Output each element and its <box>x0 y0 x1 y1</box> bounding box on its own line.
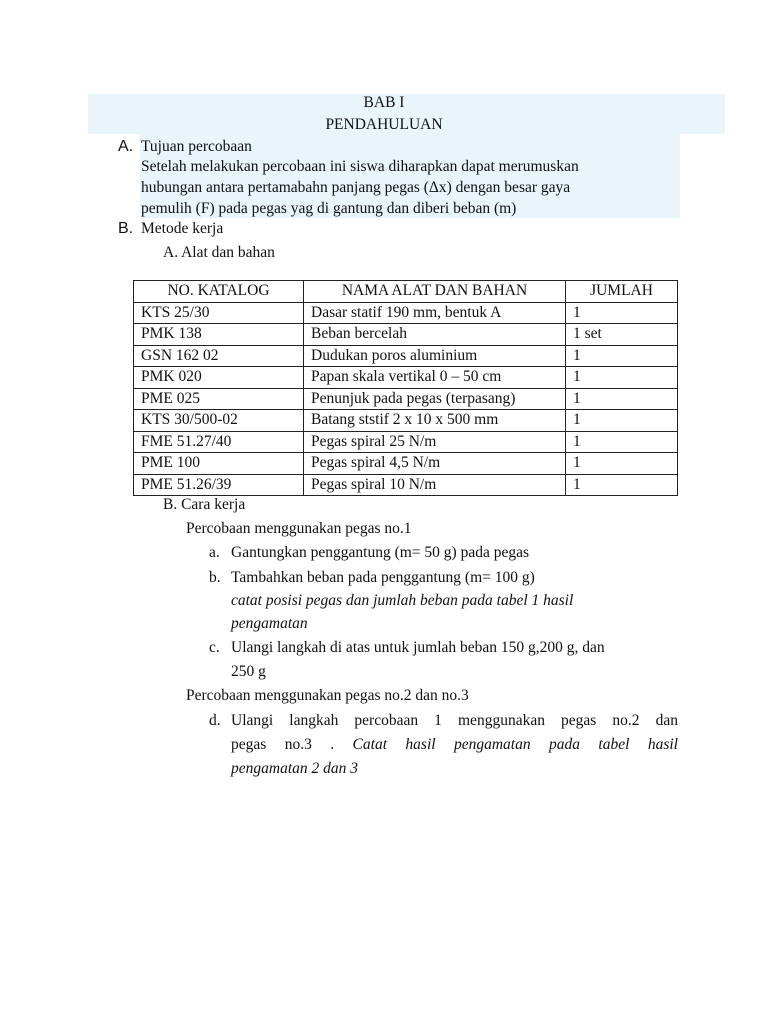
cell-catalog: FME 51.27/40 <box>134 431 304 453</box>
procedure-intro-2: Percobaan menggunakan pegas no.2 dan no.3 <box>186 687 469 704</box>
objective-line-2: hubungan antara pertamabahn panjang pegas (Δx) dengan besar gaya <box>141 179 571 196</box>
step-c-text-line-2: 250 g <box>231 663 266 680</box>
cell-catalog: GSN 162 02 <box>134 345 304 367</box>
step-c-text-line-1: Ulangi langkah di atas untuk jumlah beban 150 g,200 g, dan <box>231 639 605 656</box>
procedure-intro-1: Percobaan menggunakan pegas no.1 <box>186 520 412 537</box>
step-d-line-2-italic: Catat hasil pengamatan pada tabel hasil <box>352 736 678 753</box>
cell-item-name: Papan skala vertikal 0 – 50 cm <box>304 367 566 389</box>
cell-item-name: Dudukan poros aluminium <box>304 345 566 367</box>
subsection-alat-bahan: A. Alat dan bahan <box>163 244 275 261</box>
cell-quantity: 1 <box>566 474 678 496</box>
table-row <box>134 388 678 410</box>
table-row <box>134 431 678 453</box>
cell-item-name: Beban bercelah <box>304 324 566 346</box>
equipment-table <box>133 280 678 496</box>
step-d-marker: d. <box>209 712 221 729</box>
chapter-label: BAB I <box>363 94 405 111</box>
step-d-line-2 <box>231 735 678 755</box>
table-row <box>134 453 678 475</box>
objective-line-1: Setelah melakukan percobaan ini siswa diharapkan dapat merumuskan <box>141 158 579 175</box>
cell-item-name: Batang ststif 2 x 10 x 500 mm <box>304 410 566 432</box>
table-row <box>134 367 678 389</box>
cell-quantity: 1 <box>566 431 678 453</box>
step-d-line-2-plain: pegas no.3 . <box>231 736 353 753</box>
step-a-marker: a. <box>209 544 220 561</box>
cell-catalog: PMK 020 <box>134 367 304 389</box>
step-b-note-line-2: pengamatan <box>231 615 308 632</box>
section-b-marker: B. <box>118 220 134 237</box>
cell-item-name: Dasar statif 190 mm, bentuk A <box>304 302 566 324</box>
cell-quantity: 1 <box>566 388 678 410</box>
step-c-marker: c. <box>209 639 220 656</box>
step-b-marker: b. <box>209 569 221 586</box>
table-row <box>134 324 678 346</box>
cell-catalog: PMK 138 <box>134 324 304 346</box>
cell-quantity: 1 set <box>566 324 678 346</box>
cell-quantity: 1 <box>566 453 678 475</box>
step-b-text: Tambahkan beban pada penggantung (m= 100 g) <box>231 569 535 586</box>
header-quantity: JUMLAH <box>566 281 678 303</box>
step-d-line-1: Ulangi langkah percobaan 1 menggunakan pegas no.2 dan <box>231 712 678 729</box>
step-d-line-3: pengamatan 2 dan 3 <box>231 760 359 777</box>
step-b-note-line-1: catat posisi pegas dan jumlah beban pada tabel 1 hasil <box>231 592 574 609</box>
chapter-title: PENDAHULUAN <box>325 116 443 133</box>
header-catalog: NO. KATALOG <box>134 281 304 303</box>
cell-catalog: PME 100 <box>134 453 304 475</box>
cell-catalog: KTS 30/500-02 <box>134 410 304 432</box>
cell-item-name: Pegas spiral 25 N/m <box>304 431 566 453</box>
header-item-name: NAMA ALAT DAN BAHAN <box>304 281 566 303</box>
table-header-row <box>134 281 678 303</box>
cell-quantity: 1 <box>566 345 678 367</box>
step-a-text: Gantungkan penggantung (m= 50 g) pada pegas <box>231 544 529 561</box>
cell-item-name: Pegas spiral 4,5 N/m <box>304 453 566 475</box>
cell-catalog: PME 51.26/39 <box>134 474 304 496</box>
table-row <box>134 302 678 324</box>
table-row <box>134 474 678 496</box>
objective-line-3: pemulih (F) pada pegas yag di gantung dan diberi beban (m) <box>141 200 517 217</box>
cell-catalog: PME 025 <box>134 388 304 410</box>
section-a-title: Tujuan percobaan <box>141 138 252 155</box>
cell-item-name: Penunjuk pada pegas (terpasang) <box>304 388 566 410</box>
section-b-title: Metode kerja <box>141 220 224 237</box>
section-a-marker: A. <box>118 138 134 155</box>
cell-catalog: KTS 25/30 <box>134 302 304 324</box>
table-row <box>134 410 678 432</box>
cell-quantity: 1 <box>566 302 678 324</box>
subsection-cara-kerja: B. Cara kerja <box>163 496 246 513</box>
cell-quantity: 1 <box>566 410 678 432</box>
table-row <box>134 345 678 367</box>
cell-item-name: Pegas spiral 10 N/m <box>304 474 566 496</box>
cell-quantity: 1 <box>566 367 678 389</box>
